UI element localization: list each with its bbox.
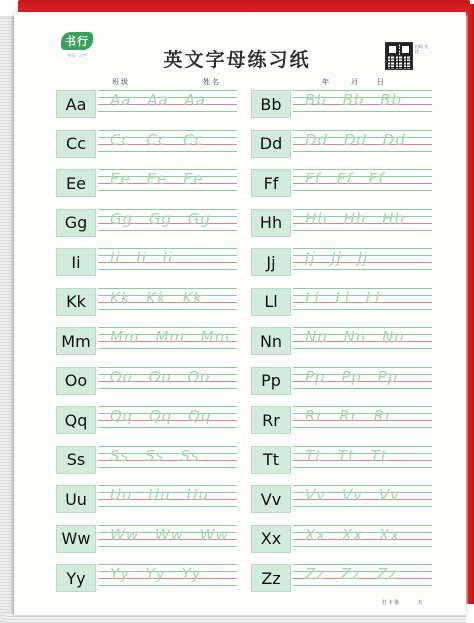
letter-row [56,288,239,318]
letter-row [56,406,239,436]
letter-row [251,169,434,199]
tracing-text: Ii Ii Ii [110,249,174,267]
writing-lines[interactable] [293,367,432,395]
letter-row [56,564,239,594]
writing-lines[interactable] [293,90,432,118]
letter-chip: Cc [56,130,96,158]
letter-chip: Aa [56,90,96,118]
letter-row [251,406,434,436]
guide-rule [293,151,432,152]
tracing-text: Qq Qq Qq [110,407,212,425]
writing-lines[interactable] [98,525,237,553]
guide-rule [98,467,237,468]
guide-rule [293,269,432,270]
letter-chip: Xx [251,525,291,553]
letter-chip: Pp [251,367,291,395]
writing-lines[interactable] [293,525,432,553]
guide-rule [98,427,237,428]
guide-rule [98,151,237,152]
day-label: 日 [377,78,386,86]
writing-lines[interactable] [293,130,432,158]
tracing-text: Dd Dd Dd [305,130,406,149]
tracing-text: Yy Yy Yy [110,565,202,583]
letter-chip: Jj [251,248,291,276]
letter-chip: Bb [251,90,291,118]
tracing-text: Cc Cc Cc [110,130,204,149]
tracing-text: Ss Ss Ss [110,446,200,465]
tracing-text: Oo Oo Oo [110,367,211,386]
letter-row [251,130,434,160]
letter-chip: Tt [251,446,291,474]
page-title: 英文字母练习纸 [163,49,311,71]
letter-row [56,209,239,239]
letter-row [251,288,434,318]
tracing-text: Ff Ff Ff [305,170,385,188]
tracing-text: Hh Hh Hh [305,209,405,228]
tracing-text: Pp Pp Pp [305,367,399,386]
letter-row [56,525,239,555]
writing-lines[interactable] [293,446,432,474]
letter-chip: Ff [251,169,291,197]
class-label: 班级 [112,78,130,86]
letter-row [251,327,434,357]
guide-rule [98,230,237,231]
guide-rule [293,585,432,586]
letter-row [251,248,434,278]
guide-rule [293,190,432,191]
checkin-footer [382,599,423,606]
guide-rule [293,309,432,310]
guide-rule [98,111,237,112]
letter-row [251,209,434,239]
letter-row [56,248,239,278]
writing-lines[interactable] [293,564,432,592]
letter-chip: Qq [56,406,96,434]
letter-chip: Ll [251,288,291,316]
writing-lines[interactable] [98,90,237,118]
letter-chip: Vv [251,485,291,513]
letter-row [56,90,239,120]
letter-chip: Hh [251,209,291,237]
letter-chip: Kk [56,288,96,316]
letter-row [251,485,434,515]
letter-chip: Ss [56,446,96,474]
tracing-text: Vv Vv Vv [305,486,400,504]
letter-chip: Ww [56,525,96,553]
letter-row [251,90,434,120]
letter-chip: Yy [56,564,96,592]
guide-rule [293,546,432,547]
guide-rule [98,546,237,547]
brand-logo: 书行 [61,32,93,50]
pad-right-edge [466,4,474,604]
pad-bottom-edge [6,614,466,623]
letter-chip: Mm [56,327,96,355]
writing-lines[interactable] [98,248,237,276]
letter-chip: Ii [56,248,96,276]
brand-tagline: 书写 · 习字 [67,53,87,58]
letter-chip: Oo [56,367,96,395]
tracing-text: Aa Aa Aa [110,91,206,109]
letter-row [251,564,434,594]
guide-rule [293,467,432,468]
pad-left-edge [0,16,14,623]
checkin-label: 打卡第 [382,600,401,606]
writing-lines[interactable] [293,288,432,316]
tracing-text: Gg Gg Gg [110,209,211,228]
letter-row [56,485,239,515]
letter-row [56,367,239,397]
tracing-text: Zz Zz Zz [305,565,397,583]
year-label: 年 [322,78,331,86]
letter-chip: Rr [251,406,291,434]
qr-caption: 扫码 关注 [415,44,429,54]
writing-lines[interactable] [293,209,432,237]
month-label: 月 [351,78,360,86]
tracing-text: Tt Tt Tt [305,446,388,465]
tracing-text: Mm Mm Mm [110,328,231,346]
letter-chip: Uu [56,485,96,513]
tracing-text: Ee Ee Ee [110,170,204,188]
guide-rule [98,309,237,310]
letter-row [56,327,239,357]
letter-row [56,169,239,199]
guide-rule [98,269,237,270]
writing-lines[interactable] [98,209,237,237]
guide-rule [293,348,432,349]
letter-row [251,525,434,555]
tracing-text: Ww Ww Ww [110,525,229,544]
guide-rule [293,427,432,428]
tracing-text: Jj Jj Jj [305,249,369,267]
tracing-text: Kk Kk Kk [110,288,204,307]
writing-lines[interactable] [293,485,432,513]
tracing-text: Bb Bb Bb [305,91,402,109]
letter-row [251,446,434,476]
writing-lines[interactable] [98,485,237,513]
letter-chip: Zz [251,564,291,592]
guide-rule [98,348,237,349]
tracing-text: Xx Xx Xx [305,525,400,544]
guide-rule [293,230,432,231]
writing-lines[interactable] [293,327,432,355]
writing-lines[interactable] [98,327,237,355]
letter-chip: Ee [56,169,96,197]
guide-rule [98,585,237,586]
letter-chip: Nn [251,327,291,355]
guide-rule [98,190,237,191]
writing-lines[interactable] [98,564,237,592]
guide-rule [293,506,432,507]
writing-lines[interactable] [293,248,432,276]
guide-rule [98,506,237,507]
letter-row [251,367,434,397]
writing-lines[interactable] [293,169,432,197]
writing-lines[interactable] [98,446,237,474]
writing-lines[interactable] [98,130,237,158]
guide-rule [293,388,432,389]
guide-rule [98,388,237,389]
letter-chip: Dd [251,130,291,158]
letter-row [56,130,239,160]
name-label: 姓名 [203,78,221,86]
letter-chip: Gg [56,209,96,237]
tracing-text: Nn Nn Nn [305,328,405,346]
tracing-text: Ll Ll Ll [305,288,381,307]
writing-lines[interactable] [293,406,432,434]
tracing-text: Rr Rr Rr [305,407,393,425]
guide-rule [293,111,432,112]
writing-lines[interactable] [98,406,237,434]
writing-lines[interactable] [98,288,237,316]
day-unit: 天 [417,600,424,606]
letter-row [56,446,239,476]
writing-lines[interactable] [98,367,237,395]
tracing-text: Uu Uu Uu [110,486,209,504]
writing-lines[interactable] [98,169,237,197]
qr-code-icon [385,42,413,70]
